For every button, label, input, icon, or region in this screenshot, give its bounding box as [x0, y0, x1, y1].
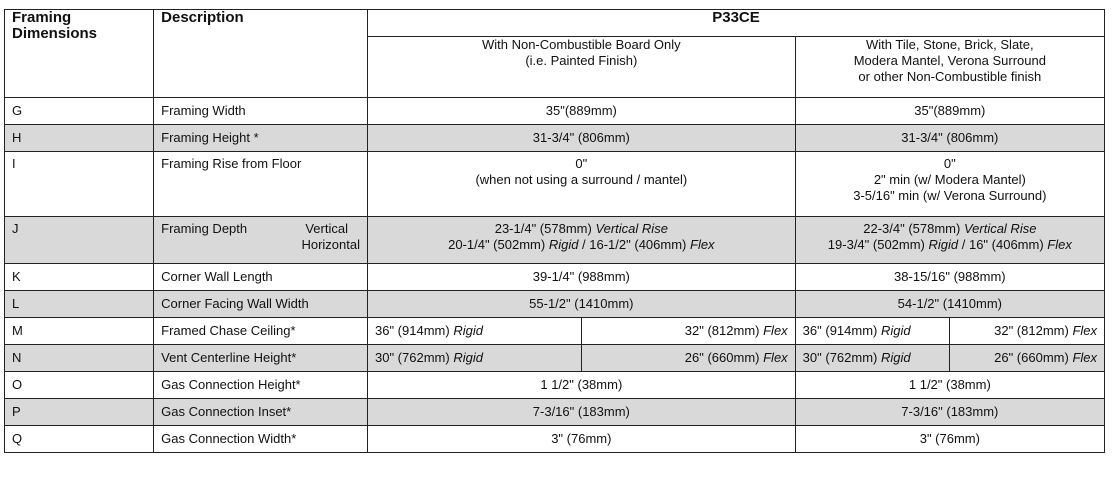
row-id: J — [5, 217, 154, 264]
value-tile: 22-3/4" (578mm) Vertical Rise 19-3/4" (502mm) Rigid / 16" (406mm) Flex — [795, 217, 1104, 264]
row-id: N — [5, 345, 154, 372]
row-description: Vent Centerline Height* — [154, 345, 368, 372]
value-painted-rigid: 36" (914mm) Rigid — [367, 318, 581, 345]
value-tile-flex: 32" (812mm) Flex — [950, 318, 1105, 345]
value-tile: 35"(889mm) — [795, 98, 1104, 125]
row-id: H — [5, 125, 154, 152]
value-painted: 3" (76mm) — [367, 426, 795, 453]
row-id: K — [5, 264, 154, 291]
header-row — [5, 10, 1105, 37]
header-framing-dimensions: Framing Dimensions — [5, 10, 154, 98]
row-description: Framing Depth Vertical Horizontal — [154, 217, 368, 264]
value-tile: 54-1/2" (1410mm) — [795, 291, 1104, 318]
value-painted-flex: 26" (660mm) Flex — [581, 345, 795, 372]
table-row — [5, 291, 1105, 318]
row-description: Gas Connection Width* — [154, 426, 368, 453]
table-row — [5, 152, 1105, 217]
table-row — [5, 345, 1105, 372]
row-description: Corner Wall Length — [154, 264, 368, 291]
subheader-painted-finish: With Non-Combustible Board Only (i.e. Painted Finish) — [367, 37, 795, 98]
value-tile-flex: 26" (660mm) Flex — [950, 345, 1105, 372]
row-description: Framing Height * — [154, 125, 368, 152]
table-row — [5, 318, 1105, 345]
value-tile-rigid: 30" (762mm) Rigid — [795, 345, 950, 372]
value-painted: 39-1/4" (988mm) — [367, 264, 795, 291]
row-id: M — [5, 318, 154, 345]
table-row — [5, 264, 1105, 291]
value-painted: 55-1/2" (1410mm) — [367, 291, 795, 318]
value-tile: 3" (76mm) — [795, 426, 1104, 453]
value-painted-rigid: 30" (762mm) Rigid — [367, 345, 581, 372]
row-id: P — [5, 399, 154, 426]
value-tile: 1 1/2" (38mm) — [795, 372, 1104, 399]
row-id: Q — [5, 426, 154, 453]
header-model: P33CE — [367, 10, 1104, 37]
table-row — [5, 426, 1105, 453]
value-painted: 23-1/4" (578mm) Vertical Rise 20-1/4" (502mm) Rigid / 16-1/2" (406mm) Flex — [367, 217, 795, 264]
table-row — [5, 98, 1105, 125]
row-description: Gas Connection Inset* — [154, 399, 368, 426]
row-description: Framed Chase Ceiling* — [154, 318, 368, 345]
value-painted: 1 1/2" (38mm) — [367, 372, 795, 399]
header-description: Description — [154, 10, 368, 98]
subheader-tile-stone-finish: With Tile, Stone, Brick, Slate, Modera Mantel, Verona Surround or other Non-Combustible finish — [795, 37, 1104, 98]
table-row — [5, 399, 1105, 426]
value-tile: 7-3/16" (183mm) — [795, 399, 1104, 426]
row-description: Framing Width — [154, 98, 368, 125]
row-id: O — [5, 372, 154, 399]
row-description: Corner Facing Wall Width — [154, 291, 368, 318]
row-description: Gas Connection Height* — [154, 372, 368, 399]
value-tile: 0" 2" min (w/ Modera Mantel) 3-5/16" min (w/ Verona Surround) — [795, 152, 1104, 217]
value-tile: 38-15/16" (988mm) — [795, 264, 1104, 291]
value-tile-rigid: 36" (914mm) Rigid — [795, 318, 950, 345]
value-painted: 35"(889mm) — [367, 98, 795, 125]
value-painted-flex: 32" (812mm) Flex — [581, 318, 795, 345]
row-id: G — [5, 98, 154, 125]
table-row — [5, 125, 1105, 152]
value-painted: 7-3/16" (183mm) — [367, 399, 795, 426]
table-row — [5, 372, 1105, 399]
table-row — [5, 217, 1105, 264]
value-painted: 0" (when not using a surround / mantel) — [367, 152, 795, 217]
framing-dimensions-table — [4, 9, 1105, 453]
row-id: L — [5, 291, 154, 318]
row-id: I — [5, 152, 154, 217]
value-painted: 31-3/4" (806mm) — [367, 125, 795, 152]
value-tile: 31-3/4" (806mm) — [795, 125, 1104, 152]
row-description: Framing Rise from Floor — [154, 152, 368, 217]
